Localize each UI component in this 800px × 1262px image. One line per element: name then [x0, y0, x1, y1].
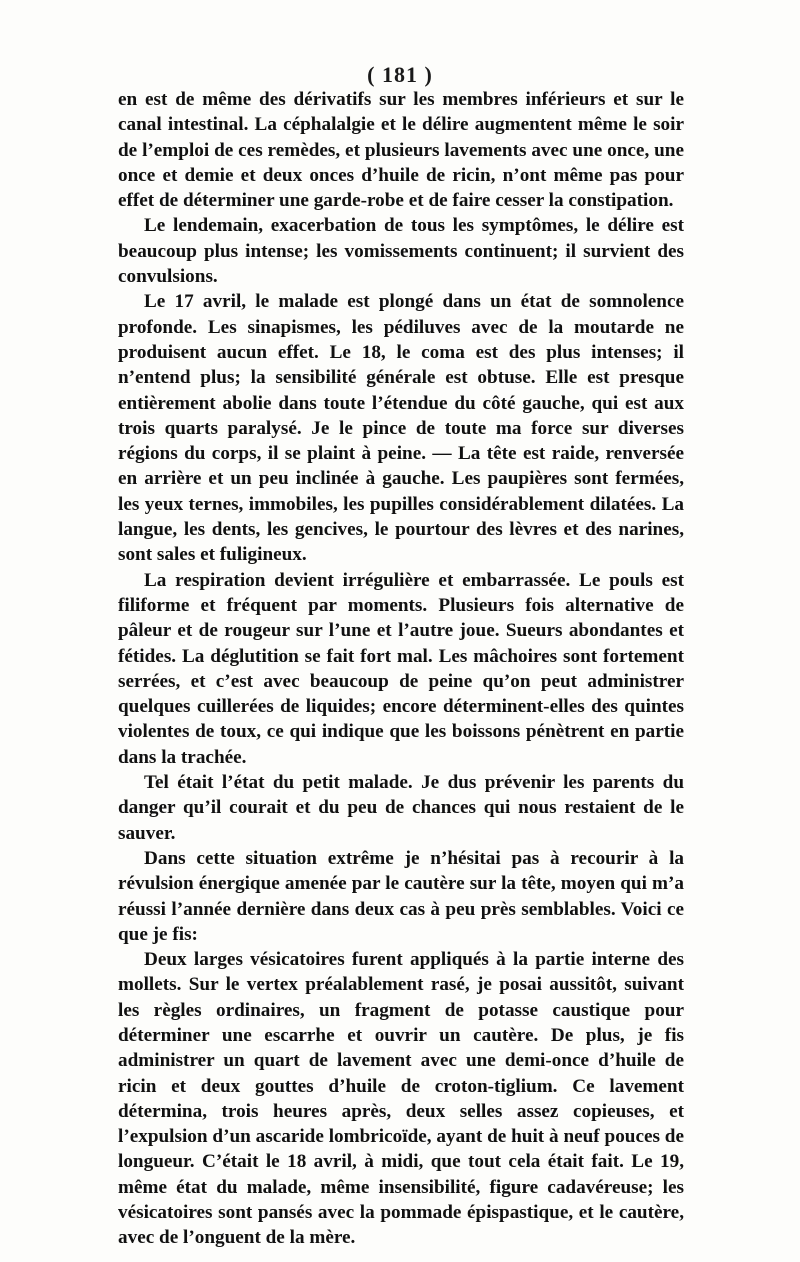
paragraph-4: La respiration devient irrégulière et embarrassée. Le pouls est filiforme et fréquent par moments. Plusieurs fois alternative de pâleur et de rougeur sur l’une et l’autre joue. Sueurs abondantes et fétides. La déglutition se fait fort mal. Les mâchoires sont fortement serrées, et c’est avec beaucoup de peine qu’on peut administrer quelques cuillerées de liquides; encore déterminent-elles des quintes violentes de toux, ce qui indique que les boissons pénètrent en partie dans la trachée.	[118, 569, 684, 768]
paragraph-2: Le lendemain, exacerbation de tous les symptômes, le délire est beaucoup plus intense; les vomissements continuent; il survient des convulsions.	[118, 215, 684, 288]
paragraph-1: en est de même des dérivatifs sur les membres inférieurs et sur le canal intestinal. La céphalalgie et le délire augmentent même le soir de l’emploi de ces remèdes, et plusieurs lavements avec une once, une once et demie et deux onces d’huile de ricin, n’ont même pas pour effet de déterminer une garde-robe et de faire cesser la constipation.	[118, 89, 684, 212]
paragraph-3: Le 17 avril, le malade est plongé dans un état de somnolence profonde. Les sinapismes, les pédiluves avec de la moutarde ne produisent aucun effet. Le 18, le coma est des plus intenses; il n’entend plus; la sensibilité générale est obtuse. Elle est presque entièrement abolie dans toute l’étendue du côté gauche, qui est aux trois quarts paralysé. Je le pince de toute ma force sur diverses régions du corps, il se plaint à peine. — La tête est raide, renversée en arrière et un peu inclinée à gauche. Les paupières sont fermées, les yeux ternes, immobiles, les pupilles considérablement dilatées. La langue, les dents, les gencives, le pourtour des lèvres et des narines, sont sales et fuligineux.	[118, 291, 684, 566]
body-text	[118, 87, 684, 1251]
page-number: ( 181 )	[367, 62, 433, 87]
paragraph-5: Tel était l’état du petit malade. Je dus prévenir les parents du danger qu’il courait et du peu de chances qui nous restaient de le sauver.	[118, 772, 684, 844]
paragraph-6: Dans cette situation extrême je n’hésitai pas à recourir à la révulsion énergique amenée par le cautère sur la tête, moyen qui m’a réussi l’année dernière dans deux cas à peu près semblables. Voici ce que je fis:	[118, 847, 684, 945]
paragraph-7: Deux larges vésicatoires furent appliqués à la partie interne des mollets. Sur le vertex préalablement rasé, je posai aussitôt, suivant les règles ordinaires, un fragment de potasse caustique pour déterminer une escarrhe et ouvrir un cautère. De plus, je fis administrer un quart de lavement avec une demi-once d’huile de ricin et deux gouttes d’huile de croton-tiglium. Ce lavement détermina, trois heures après, deux selles assez copieuses, et l’expulsion d’un ascaride lombricoïde, ayant de huit à neuf pouces de longueur. C’était le 18 avril, à midi, que tout cela était fait. Le 19, même état du malade, même insensibilité, figure cadavéreuse; les vésicatoires sont pansés avec la pommade épispastique, et le cautère, avec de l’onguent de la mère.	[118, 949, 684, 1249]
